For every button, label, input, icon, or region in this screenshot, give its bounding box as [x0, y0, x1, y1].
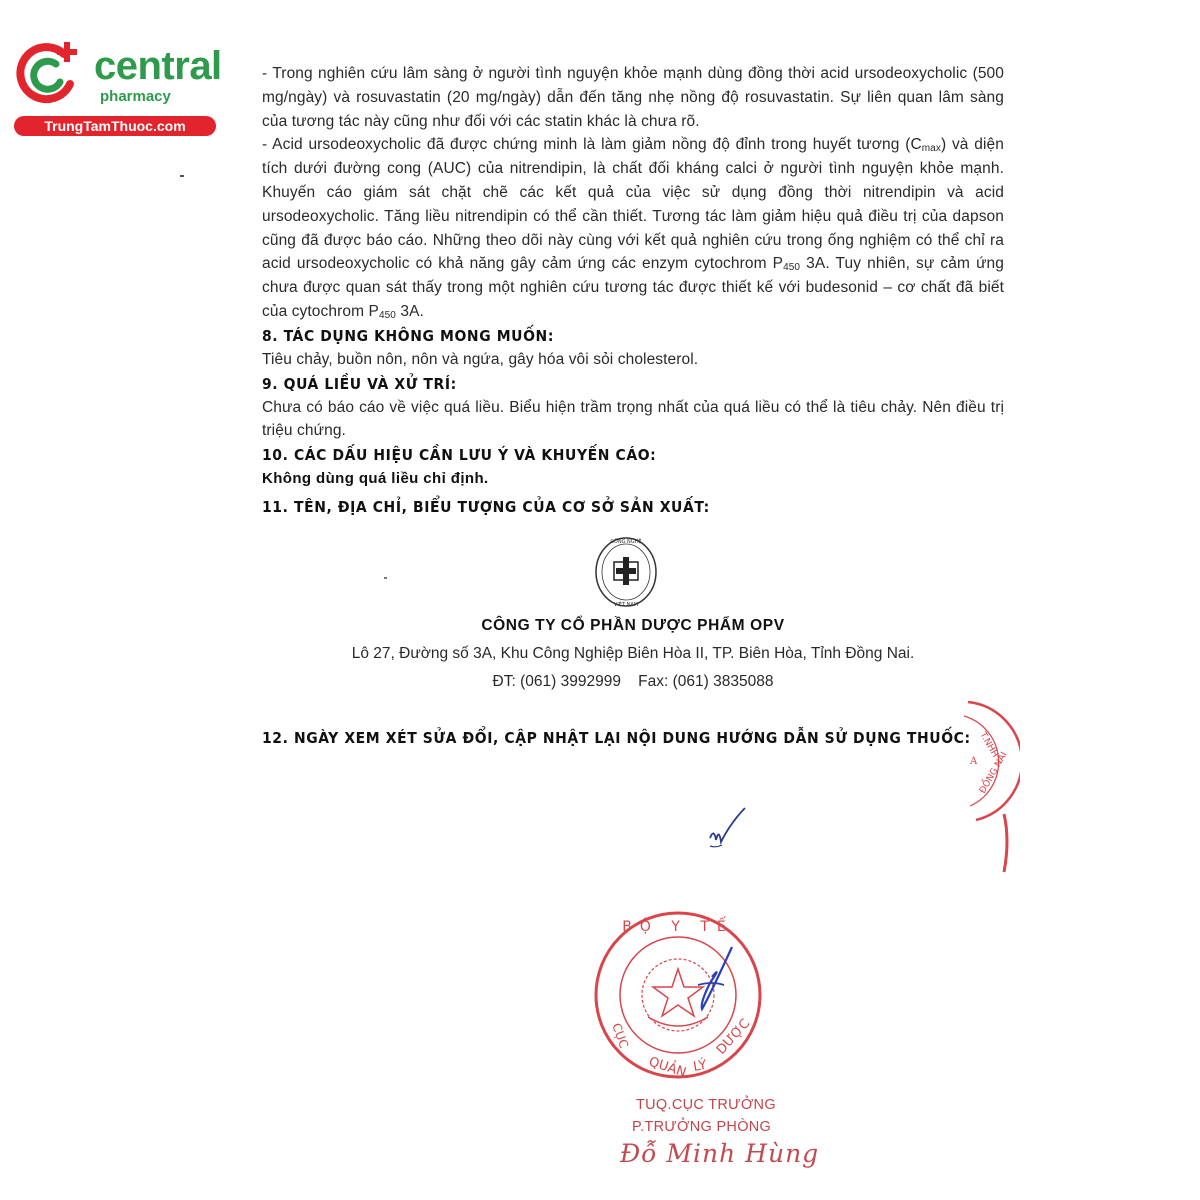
manufacturer-emblem-icon: [592, 535, 660, 609]
side-stamp-icon: [940, 690, 1020, 880]
svg-text:LÝ: LÝ: [692, 1057, 708, 1075]
scan-speck: [180, 175, 184, 177]
svg-text:BỘ Y TẾ: BỘ Y TẾ: [622, 919, 734, 935]
svg-text:QUẢN: QUẢN: [646, 1054, 688, 1081]
official-seal-icon: [590, 905, 770, 1085]
svg-text:VIỆT NAM: VIỆT NAM: [613, 602, 639, 608]
section-text-9: Chưa có báo cáo về việc quá liều. Biểu hiện trầm trọng nhất của quá liều có thể là tiêu chảy. Nên điều trị triệu chứng.: [262, 398, 1004, 440]
section-heading-9: 9. QUÁ LIỀU VÀ XỬ TRÍ:: [262, 374, 457, 393]
signoff-title: TUQ.CỤC TRƯỞNG: [636, 1097, 776, 1113]
section-text-8: Tiêu chảy, buồn nôn, nôn và ngứa, gây hóa vôi sỏi cholesterol.: [262, 350, 699, 368]
svg-text:DƯỢC: DƯỢC: [713, 1016, 754, 1058]
section-text-10: Không dùng quá liều chỉ định.: [262, 470, 489, 488]
manufacturer-address: Lô 27, Đường số 3A, Khu Công Nghiệp Biên Hòa II, TP. Biên Hòa, Tỉnh Đồng Nai.: [351, 645, 915, 662]
section-heading-8: 8. TÁC DỤNG KHÔNG MONG MUỐN:: [262, 326, 555, 345]
brand-sub: pharmacy: [100, 88, 171, 105]
section-heading-12: 12. NGÀY XEM XÉT SỬA ĐỔI, CẬP NHẬT LẠI NỘI DUNG HƯỚNG DẪN SỬ DỤNG THUỐC:: [262, 729, 971, 747]
initial-signature-icon: [700, 800, 760, 860]
manufacturer-name: CÔNG TY CỔ PHẦN DƯỢC PHẨM OPV: [481, 617, 785, 634]
brand-name: central: [94, 44, 222, 88]
brand-logo[interactable]: [8, 36, 222, 136]
svg-text:CỤC: CỤC: [609, 1021, 632, 1051]
document-body: [262, 62, 1004, 519]
svg-text:T.NHH: T.NHH: [977, 730, 1000, 760]
svg-text:CÔNG NGHỆ: CÔNG NGHỆ: [610, 539, 642, 545]
svg-text:A: A: [970, 756, 978, 767]
paragraph-nitrendipin: - Acid ursodeoxycholic đã được chứng minh là làm giảm nồng độ đỉnh trong huyết tương $(C_{max})$ và diện tích dưới đường cong (AUC) của nitrendipin, là chất đối kháng calci ở người tình nguyện khỏe mạnh. Khuyến cáo giám sát chặt chẽ các kết quả của việc sử dụng đồng thời nitrendipin và acid ursodeoxycholic. Tăng liều nitrendipin có thể cần thiết. Tương tác làm giảm hiệu quả điều trị của dapson cũng đã được báo cáo. Những theo dõi này cùng với kết quả nghiên cứu trong ống nghiệm có thể chỉ ra acid ursodeoxycholic có khả năng gây cảm ứng các enzym cytochrom $P_{450}$ 3A. Tuy nhiên, sự cảm ứng chưa được quan sát thấy trong một nghiên cứu tương tác được thiết kế với budesonid – cơ chất đã biết của cytochrom $P_{450}$ 3A.: [262, 136, 1004, 321]
manufacturer-contact: ĐT: (061) 3992999 Fax: (061) 3835088: [492, 673, 774, 690]
paragraph-rosuvastatin: - Trong nghiên cứu lâm sàng ở người tình nguyện khỏe mạnh dùng đồng thời acid ursodeoxycholic (500 mg/ngày) và rosuvastatin (20 mg/ngày) dẫn đến tăng nhẹ nồng độ rosuvastatin. Sự liên quan lâm sàng của tương tác này cũng như đối với các statin khác là chưa rõ.: [262, 65, 1004, 130]
brand-url[interactable]: TrungTamThuoc.com: [14, 116, 216, 136]
signoff-block: [580, 1094, 840, 1170]
section-heading-10: 10. CÁC DẤU HIỆU CẦN LƯU Ý VÀ KHUYẾN CÁO:: [262, 446, 657, 465]
logo-mark-icon: [12, 38, 84, 110]
scan-speck: [384, 577, 387, 579]
section-heading-11: 11. TÊN, ĐỊA CHỈ, BIỂU TƯỢNG CỦA CƠ SỞ SẢN XUẤT:: [262, 498, 710, 517]
signoff-signature: Đỗ Minh Hùng: [620, 1139, 820, 1168]
signoff-subtitle: P.TRƯỞNG PHÒNG: [632, 1119, 772, 1135]
svg-text:ĐỒNG NAI: ĐỒNG NAI: [977, 750, 1010, 796]
